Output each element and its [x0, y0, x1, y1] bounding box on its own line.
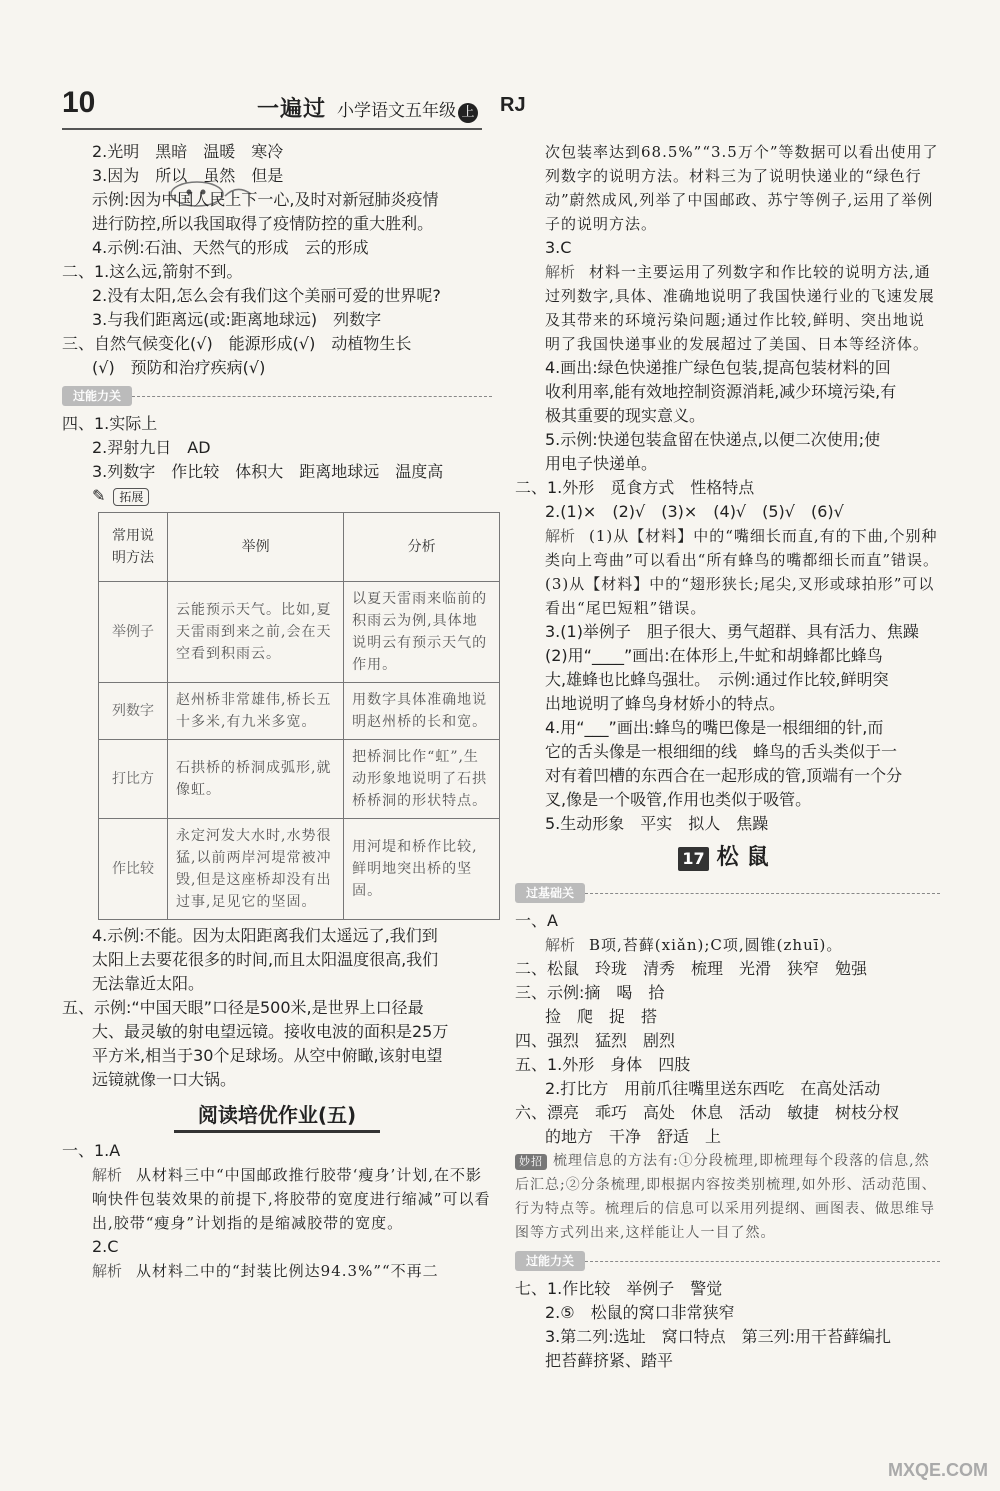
answer-line: 二、松鼠 玲珑 清秀 梳理 光滑 狭窄 勉强	[515, 959, 868, 978]
answer-line: 大,雄蜂也比蜂鸟强壮。 示例:通过作比较,鲜明突	[545, 670, 889, 689]
analysis-continued: 次包装率达到68.5%”“3.5万个”等数据可以看出使用了列数字的说明方法。材料三为了说明快递业的“绿色行动”蔚然成风,列举了中国邮政、苏宁等例子,运用了举例子的说明方法。	[545, 143, 939, 233]
answer-line: 2.打比方 用前爪往嘴里送东西吃 在高处活动	[545, 1079, 881, 1098]
table-header: 分析	[344, 513, 500, 582]
right-column	[515, 140, 940, 1373]
analysis-block	[515, 933, 940, 957]
method-example: 赵州桥非常雄伟,桥长五十多米,有九米多宽。	[168, 683, 344, 740]
subject-label	[337, 96, 478, 123]
answer-line: 一、1.A	[62, 1141, 121, 1160]
answer-line: 五、示例:“中国天眼”口径是500米,是世界上口径最	[62, 998, 424, 1017]
analysis-label: 解析	[92, 1166, 123, 1184]
analysis-label: 解析	[545, 263, 576, 281]
section-tag: 过基础关	[515, 883, 585, 903]
reading-title-banner	[62, 1100, 492, 1133]
analysis-text: B项,苔藓(xiǎn);C项,圆锥(zhuī)。	[589, 936, 843, 954]
tip-tag: 妙招	[515, 1154, 547, 1170]
analysis-text: 材料一主要运用了列数字和作比较的说明方法,通过列数字,具体、准确地说明了我国快递行业的飞速发展及其带来的环境污染问题;通过作比较,鲜明、突出地说明了我国快递事业的发展超过了美国、日本等经济体。	[545, 263, 935, 353]
watermark: MXQE.COM	[887, 1460, 988, 1480]
answer-line: 四、强烈 猛烈 剧烈	[515, 1031, 676, 1050]
answer-line: 4.示例:石油、天然气的形成 云的形成	[92, 238, 369, 257]
answer-line: 六、漂亮 乖巧 高处 休息 活动 敏捷 树枝分杈	[515, 1103, 900, 1122]
answer-line: 用电子快递单。	[545, 454, 658, 473]
table-row	[99, 819, 500, 920]
answer-line: 3.与我们距离远(或:距离地球远) 列数字	[92, 310, 382, 329]
answer-line: 2.羿射九日 AD	[92, 438, 211, 457]
answer-line: (√) 预防和治疗疾病(√)	[92, 358, 266, 377]
analysis-label: 解析	[92, 1262, 123, 1280]
method-name: 列数字	[99, 683, 168, 740]
section-divider	[515, 881, 940, 905]
answer-line: 它的舌头像是一根细细的线 蜂鸟的舌头类似于一	[545, 742, 898, 761]
lesson-heading	[515, 846, 940, 871]
methods-table	[98, 512, 500, 920]
left-column	[62, 140, 492, 1283]
page-header	[62, 86, 526, 126]
method-example: 永定河发大水时,水势很猛,以前两岸河堤常被冲毁,但是这座桥却没有出过事,足见它的坚固。	[168, 819, 344, 920]
extension-row	[62, 484, 492, 508]
method-analysis: 以夏天雷雨来临前的积雨云为例,具体地说明云有预示天气的作用。	[344, 582, 500, 683]
analysis-label: 解析	[545, 936, 576, 954]
table-row	[99, 683, 500, 740]
analysis-text: (1)从【材料】中的“嘴细长而直,有的下曲,个别种类向上弯曲”可以看出“所有蜂鸟的嘴都细长而直”错误。(3)从【材料】中的“翅形狭长;尾尖,叉形或球拍形”可以看出“尾巴短粗”错误。	[545, 527, 940, 617]
page-number: 10	[62, 86, 96, 119]
tip-block	[515, 1149, 940, 1245]
answer-line: 示例:因为中国人民上下一心,及时对新冠肺炎疫情	[92, 190, 439, 209]
section-divider	[62, 384, 492, 408]
analysis-text: 从材料三中“中国邮政推行胶带‘瘦身’计划,在不影响快件包装效果的前提下,将胶带的宽度进行缩减”可以看出,胶带“瘦身”计划指的是缩减胶带的宽度。	[92, 1166, 491, 1232]
answer-line: 4.示例:不能。因为太阳距离我们太遥远了,我们到	[92, 926, 438, 945]
answer-line: 5.生动形象 平实 拟人 焦躁	[545, 814, 769, 833]
answer-line: 叉,像是一个吸管,作用也类似于吸管。	[545, 790, 812, 809]
table-header-row	[99, 513, 500, 582]
answer-line: 3.C	[545, 238, 572, 257]
answer-line: 三、自然气候变化(√) 能源形成(√) 动植物生长	[62, 334, 412, 353]
answer-line: 无法靠近太阳。	[92, 974, 205, 993]
answer-line: 2.光明 黑暗 温暖 寒冷	[92, 142, 284, 161]
answer-line: 2.没有太阳,怎么会有我们这个美丽可爱的世界呢?	[92, 286, 441, 305]
answer-line: 二、1.这么远,箭射不到。	[62, 262, 243, 281]
answer-line: 捡 爬 捉 搭	[545, 1007, 658, 1026]
analysis-block	[515, 260, 940, 356]
answer-line: (2)用“____”画出:在体形上,牛虻和胡蜂都比蜂鸟	[545, 646, 883, 665]
table-row	[99, 582, 500, 683]
edition-label: RJ	[500, 94, 526, 116]
method-example: 石拱桥的桥洞成弧形,就像虹。	[168, 740, 344, 819]
answer-line: 3.第二列:选址 窝口特点 第三列:用干苔藓编扎	[545, 1327, 892, 1346]
method-name: 打比方	[99, 740, 168, 819]
answer-line: 七、1.作比较 举例子 警觉	[515, 1279, 723, 1298]
reading-title: 阅读培优作业(五)	[174, 1100, 380, 1133]
answer-line: 的地方 干净 舒适 上	[545, 1127, 722, 1146]
answer-line: 平方米,相当于30个足球场。从空中俯瞰,该射电望	[92, 1046, 443, 1065]
answer-line: 对有着凹槽的东西合在一起形成的管,顶端有一个分	[545, 766, 903, 785]
answer-line: 2.C	[92, 1237, 119, 1256]
lesson-title: 松鼠	[716, 845, 777, 870]
answer-line: 4.用“___”画出:蜂鸟的嘴巴像是一根细细的针,而	[545, 718, 884, 737]
extension-tag: 拓展	[113, 488, 149, 506]
answer-line: 2.⑤ 松鼠的窝口非常狭窄	[545, 1303, 735, 1322]
answer-line: 一、A	[515, 911, 558, 930]
grade-badge: 上	[458, 103, 478, 123]
tip-text: 梳理信息的方法有:①分段梳理,即梳理每个段落的信息,然后汇总;②分条梳理,即根据内容按类别梳理,如外形、活动范围、行为特点等。梳理后的信息可以采用列提纲、画图表、做思维导图等方式列出来,这样能让人一目了然。	[515, 1153, 937, 1241]
answer-line: 五、1.外形 身体 四肢	[515, 1055, 691, 1074]
analysis-block	[515, 524, 940, 620]
analysis-block	[62, 1163, 492, 1235]
method-name: 作比较	[99, 819, 168, 920]
brand-name: 一遍过	[257, 96, 327, 122]
answer-line: 5.示例:快递包装盒留在快递点,以便二次使用;使	[545, 430, 881, 449]
answer-line: 2.(1)× (2)√ (3)× (4)√ (5)√ (6)√	[545, 502, 844, 521]
answer-line: 把苔藓挤紧、踏平	[545, 1351, 674, 1370]
answer-line: 3.(1)举例子 胆子很大、勇气超群、具有活力、焦躁	[545, 622, 919, 641]
answer-line: 四、1.实际上	[62, 414, 158, 433]
table-header: 常用说明方法	[99, 513, 168, 582]
analysis-block	[62, 1259, 492, 1283]
method-analysis: 用数字具体准确地说明赵州桥的长和宽。	[344, 683, 500, 740]
method-example: 云能预示天气。比如,夏天雷雨到来之前,会在天空看到积雨云。	[168, 582, 344, 683]
answer-line: 二、1.外形 觅食方式 性格特点	[515, 478, 755, 497]
answer-line: 三、示例:摘 喝 拾	[515, 983, 665, 1002]
pencil-icon: ✎	[92, 486, 106, 505]
method-name: 举例子	[99, 582, 168, 683]
method-analysis: 把桥洞比作“虹”,生动形象地说明了石拱桥桥洞的形状特点。	[344, 740, 500, 819]
answer-line: 大、最灵敏的射电望远镜。接收电波的面积是25万	[92, 1022, 449, 1041]
answer-line: 出地说明了蜂鸟身材娇小的特点。	[545, 694, 786, 713]
answer-line: 极其重要的现实意义。	[545, 406, 706, 425]
section-divider	[515, 1249, 940, 1273]
analysis-text: 从材料二中的“封装比例达94.3%”“不再二	[136, 1262, 439, 1280]
method-analysis: 用河堤和桥作比较,鲜明地突出桥的坚固。	[344, 819, 500, 920]
table-header: 举例	[168, 513, 344, 582]
header-divider	[62, 128, 482, 130]
section-tag: 过能力关	[515, 1251, 585, 1271]
answer-line: 收利用率,能有效地控制资源消耗,减少环境污染,有	[545, 382, 897, 401]
answer-line: 太阳上去要花很多的时间,而且太阳温度很高,我们	[92, 950, 439, 969]
lesson-number: 17	[678, 847, 708, 871]
answer-line: 4.画出:绿色快递推广绿色包装,提高包装材料的回	[545, 358, 891, 377]
answer-line: 远镜就像一口大锅。	[92, 1070, 237, 1089]
answer-line: 进行防控,所以我国取得了疫情防控的重大胜利。	[92, 214, 434, 233]
table-row	[99, 740, 500, 819]
answer-line: 3.列数字 作比较 体积大 距离地球远 温度高	[92, 462, 444, 481]
answer-line: 3.因为 所以 虽然 但是	[92, 166, 284, 185]
analysis-label: 解析	[545, 527, 576, 545]
section-tag: 过能力关	[62, 386, 132, 406]
subject-text: 小学语文五年级	[337, 101, 456, 121]
